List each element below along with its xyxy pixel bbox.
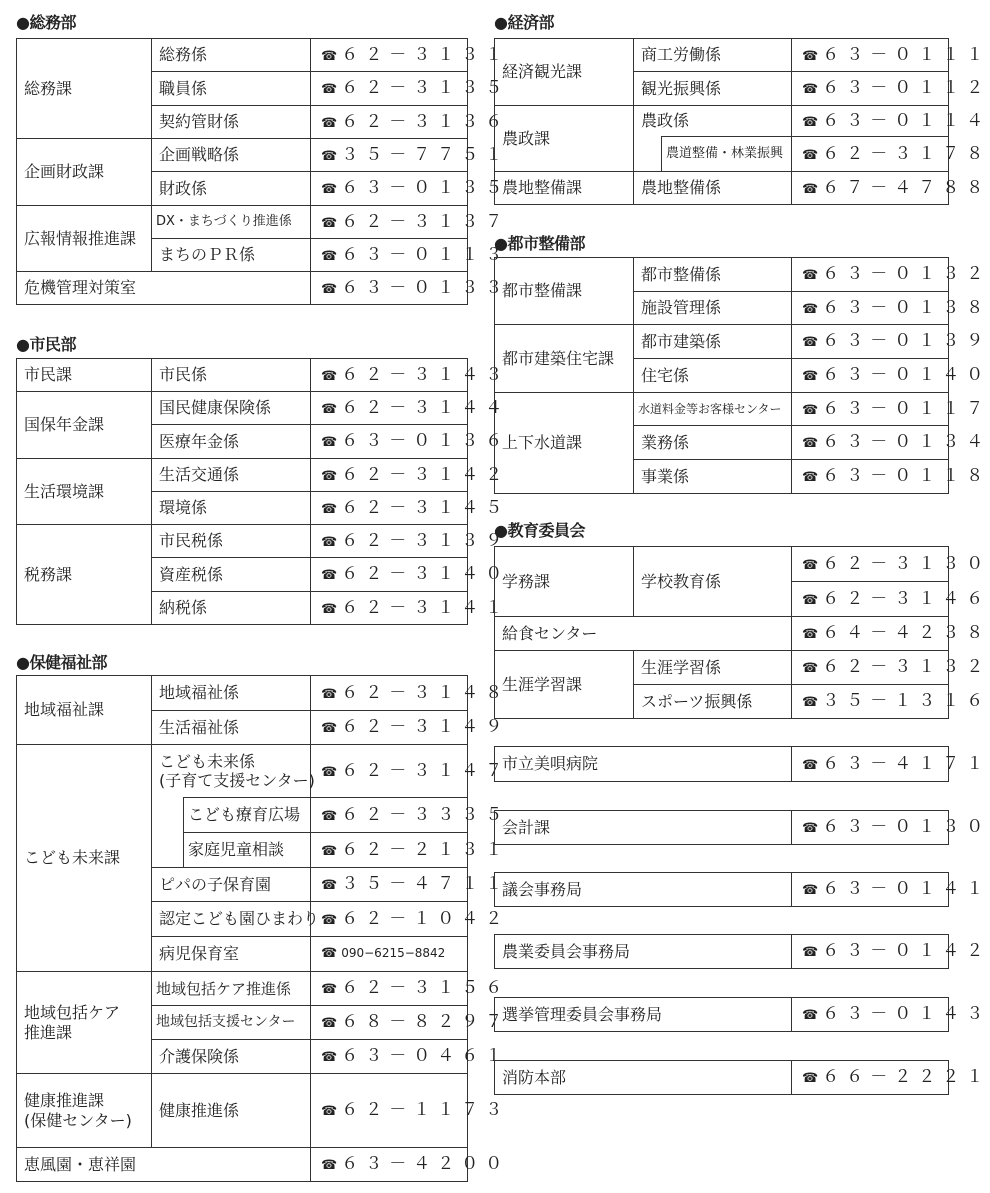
tel-cell (792, 393, 990, 426)
tel-number: ３５－４７１１ (341, 874, 510, 895)
tel-number: ６３－０１１７ (822, 398, 990, 419)
dept-cell (17, 1074, 152, 1148)
sub-cell: 総務係 (152, 39, 311, 72)
phone-icon: ☎ (321, 1050, 338, 1066)
tel-number: ６２－３１３１ (341, 44, 510, 65)
sub-cell (152, 745, 315, 798)
table-row (17, 745, 468, 798)
tel-cell (792, 617, 990, 651)
hoken-table (16, 675, 510, 1182)
phone-icon: ☎ (321, 468, 338, 484)
sub-cell: 職員係 (152, 72, 311, 106)
tel-cell (311, 106, 510, 139)
tel-number: ６６－２２２１ (822, 1067, 990, 1088)
sub-cell: 認定こども園ひまわり (152, 902, 311, 937)
phone-icon: ☎ (321, 48, 338, 64)
tel-number: ６３－０１３８ (822, 297, 990, 318)
tel-number: ６３－０１４０ (822, 365, 990, 386)
phone-icon: ☎ (802, 1008, 819, 1024)
sub-cell: 都市建築係 (634, 325, 792, 359)
tel-number: ６３－０１３４ (822, 432, 990, 453)
sub-cell: 医療年金係 (152, 425, 311, 459)
shimin-table (16, 358, 510, 625)
tel-cell (792, 39, 990, 72)
sub-cell: まちのＰＲ係 (152, 239, 311, 272)
phone-icon: ☎ (321, 878, 338, 894)
tel-cell (311, 139, 510, 172)
tel-cell (792, 72, 990, 106)
tel-cell (311, 868, 510, 902)
tel-cell (792, 582, 990, 617)
section-title-kyoiku: ●教育委員会 (494, 521, 585, 540)
dept-cell: 地域福祉課 (17, 676, 152, 745)
sub-cell: 観光振興係 (634, 72, 792, 106)
table-row (495, 172, 949, 205)
sub-cell: 都市整備係 (634, 258, 792, 292)
indent-cell (152, 833, 184, 868)
sub-cell: ピパの子保育園 (152, 868, 311, 902)
table-row (495, 811, 949, 845)
tel-cell (792, 325, 990, 359)
phone-icon: ☎ (321, 148, 338, 164)
sub-cell: 農地整備係 (634, 172, 792, 205)
table-row (495, 393, 949, 426)
dept-cell: 経済観光課 (495, 39, 634, 106)
name-cell: 議会事務局 (495, 873, 792, 907)
tel-number: ６２－３１３７ (341, 211, 510, 232)
tel-cell (311, 902, 510, 937)
table-row (17, 459, 468, 492)
tel-cell (311, 1074, 510, 1148)
sub-cell: 水道料金等お客様センター (634, 393, 792, 426)
sub-cell: 市民係 (152, 359, 311, 392)
phone-icon: ☎ (321, 601, 338, 617)
tel-cell (311, 239, 510, 272)
phone-icon: ☎ (321, 182, 338, 198)
soumu-table (16, 38, 510, 305)
table-row (17, 392, 468, 425)
tel-cell (311, 833, 510, 868)
sub-cell: 生涯学習係 (634, 651, 792, 685)
tel-cell (311, 39, 510, 72)
tel-number: ６２－３１４２ (341, 464, 510, 485)
table-row (17, 272, 468, 305)
dept-cell: 恵風園・恵祥園 (17, 1148, 311, 1182)
dept-label: 健康推進課 (24, 1091, 105, 1111)
tel-cell (311, 798, 510, 833)
dept-cell: 生涯学習課 (495, 651, 634, 719)
tel-number: ６２－３１４１ (341, 597, 510, 618)
sub-cell: 農道整備・林業振興 (662, 137, 792, 172)
phone-icon: ☎ (321, 764, 338, 780)
tel-cell (792, 172, 990, 205)
tel-number: ３５－１３１６ (822, 691, 990, 712)
sub-cell: 市民税係 (152, 525, 311, 558)
tel-number: ６２－３１４９ (341, 717, 510, 738)
tel-number: ６７－４７８８ (822, 177, 990, 198)
phone-icon: ☎ (802, 369, 819, 385)
phone-icon: ☎ (321, 568, 338, 584)
tel-number: ６３－０４６１ (341, 1046, 510, 1067)
tel-number: ６３－４１７１ (822, 753, 990, 774)
dept-cell: 企画財政課 (17, 139, 152, 206)
tel-number: ６２－３１４３ (341, 364, 510, 385)
tel-number: 090−6215−8842 (341, 946, 446, 961)
dept-label: 地域包括ケア (24, 1003, 121, 1023)
dept-cell: 広報情報推進課 (17, 206, 152, 272)
sub-cell: 資産税係 (152, 558, 311, 592)
sub-cell: 国民健康保険係 (152, 392, 311, 425)
tel-number: ６３－０１３３ (341, 277, 510, 298)
sub-cell: 業務係 (634, 426, 792, 460)
sub-cell: 農政係 (634, 106, 792, 137)
tel-number: ３５－７７５１ (341, 144, 510, 165)
tel-cell (311, 359, 510, 392)
tel-number: ６３－０１１８ (822, 466, 990, 487)
phone-icon: ☎ (802, 661, 819, 677)
dept-cell: 農政課 (495, 106, 634, 172)
phone-icon: ☎ (321, 912, 338, 928)
tel-cell (792, 747, 990, 782)
phone-icon: ☎ (802, 945, 819, 961)
table-row (17, 39, 468, 72)
tel-number: ６３－０１３５ (341, 178, 510, 199)
dept-cell: 市民課 (17, 359, 152, 392)
dept-cell: 国保年金課 (17, 392, 152, 459)
name-cell: 会計課 (495, 811, 792, 845)
table-row (495, 747, 949, 782)
phone-icon: ☎ (321, 686, 338, 702)
sub-cell: 生活福祉係 (152, 711, 311, 745)
table-row (495, 1061, 949, 1095)
section-title-soumu: ●総務部 (16, 13, 76, 32)
tel-number: ６４－４２３８ (822, 623, 990, 644)
dept-label-line2: (保健センター) (24, 1110, 132, 1130)
phone-icon: ☎ (802, 335, 819, 351)
phone-icon: ☎ (321, 401, 338, 417)
phone-icon: ☎ (802, 757, 819, 773)
tel-number: ６３－０１４２ (822, 941, 990, 962)
sub-cell: 施設管理係 (634, 292, 792, 325)
sub-cell: 家庭児童相談 (184, 833, 311, 868)
sub-label-note: (子育て支援センター) (159, 771, 315, 790)
tel-number: ６２－３１３２ (822, 657, 990, 678)
dept-label-line2: 推進課 (24, 1022, 73, 1042)
phone-icon: ☎ (321, 435, 338, 451)
phone-icon: ☎ (321, 808, 338, 824)
single-box-hospital (494, 746, 990, 782)
sub-label: こども未来係 (159, 751, 256, 771)
dept-cell: 給食センター (495, 617, 792, 651)
phone-icon: ☎ (321, 115, 338, 131)
single-box-senkyo (494, 997, 990, 1032)
tel-cell (792, 547, 990, 582)
tel-cell (311, 1040, 510, 1074)
name-cell: 消防本部 (495, 1061, 792, 1095)
phone-icon: ☎ (802, 821, 819, 837)
tel-number: ６３－０１１３ (341, 244, 510, 265)
table-row (495, 873, 949, 907)
phone-icon: ☎ (802, 402, 819, 418)
tel-number: ６２－３１３０ (822, 553, 990, 574)
name-cell: 選挙管理委員会事務局 (495, 998, 792, 1032)
tel-cell (311, 72, 510, 106)
table-row (17, 139, 468, 172)
phone-icon: ☎ (321, 843, 338, 859)
tel-cell (792, 1061, 990, 1095)
phone-icon: ☎ (321, 82, 338, 98)
table-row (495, 998, 949, 1032)
tel-number: ６２－２１３１ (341, 839, 510, 860)
sub-cell: 学校教育係 (634, 547, 792, 617)
dept-cell: 都市整備課 (495, 258, 634, 325)
sub-cell: 地域包括ケア推進係 (152, 972, 311, 1006)
tel-cell (311, 459, 510, 492)
tel-number: ６２－３１４０ (341, 564, 510, 585)
phone-icon: ☎ (802, 695, 819, 711)
tel-cell (792, 998, 990, 1032)
table-row (495, 258, 949, 292)
table-row (495, 547, 949, 582)
sub-cell: 商工労働係 (634, 39, 792, 72)
phone-icon: ☎ (802, 470, 819, 486)
sub-cell: 住宅係 (634, 359, 792, 393)
tel-cell (792, 292, 990, 325)
tel-cell (792, 651, 990, 685)
tel-cell (792, 426, 990, 460)
indent-cell (634, 137, 662, 172)
sub-cell: こども療育広場 (184, 798, 311, 833)
table-row (17, 676, 468, 711)
table-row (495, 39, 949, 72)
phone-icon: ☎ (802, 301, 819, 317)
tel-number: ６８－８２９７ (341, 1012, 510, 1033)
tel-cell (311, 1148, 510, 1182)
section-title-hoken: ●保健福祉部 (16, 653, 107, 672)
phone-icon: ☎ (321, 982, 338, 998)
sub-cell: スポーツ振興係 (634, 685, 792, 719)
tel-number: ６３－０１１４ (822, 110, 990, 131)
tel-number: ６３－０１３２ (822, 264, 990, 285)
tel-cell (311, 972, 510, 1006)
sub-cell: 生活交通係 (152, 459, 311, 492)
sub-cell: 企画戦略係 (152, 139, 311, 172)
dept-cell: 農地整備課 (495, 172, 634, 205)
tel-cell (792, 359, 990, 393)
indent-cell (152, 798, 184, 833)
tel-cell (311, 592, 510, 625)
name-cell: 農業委員会事務局 (495, 935, 792, 969)
tel-cell (792, 460, 990, 494)
dept-cell: 生活環境課 (17, 459, 152, 525)
phone-icon: ☎ (321, 1104, 338, 1120)
tel-cell (311, 492, 510, 525)
dept-cell: 学務課 (495, 547, 634, 617)
phone-icon: ☎ (802, 268, 819, 284)
single-box-shobo (494, 1060, 990, 1095)
sub-cell: 地域福祉係 (152, 676, 311, 711)
single-box-kaikei (494, 810, 990, 845)
kyoiku-table (494, 546, 990, 719)
phone-icon: ☎ (802, 147, 819, 163)
table-row (17, 525, 468, 558)
tel-cell (311, 392, 510, 425)
dept-cell (17, 972, 152, 1074)
dept-cell: 危機管理対策室 (17, 272, 311, 305)
sub-cell: 病児保育室 (152, 937, 311, 972)
phone-icon: ☎ (321, 501, 338, 517)
section-title-shimin: ●市民部 (16, 335, 76, 354)
single-box-nogyo (494, 934, 990, 969)
tel-number: ６２－３１４４ (341, 397, 510, 418)
phone-icon: ☎ (802, 82, 819, 98)
sub-cell: 環境係 (152, 492, 311, 525)
tel-cell (792, 137, 990, 172)
sub-cell: DX・まちづくり推進係 (152, 206, 311, 239)
sub-cell: 地域包括支援センター (152, 1006, 311, 1040)
phone-icon: ☎ (802, 436, 819, 452)
phone-icon: ☎ (802, 181, 819, 197)
sub-cell: 財政係 (152, 172, 311, 206)
single-box-gikai (494, 872, 990, 907)
tel-number: ６２－３１３５ (341, 78, 510, 99)
tel-number: ６２－３１７８ (822, 143, 990, 164)
table-row (17, 206, 468, 239)
sub-cell: 事業係 (634, 460, 792, 494)
sub-cell: 契約管財係 (152, 106, 311, 139)
phone-icon: ☎ (802, 1071, 819, 1087)
tel-cell (792, 935, 990, 969)
dept-cell: こども未来課 (17, 745, 152, 972)
section-title-keizai: ●経済部 (494, 13, 554, 32)
sub-cell: 健康推進係 (152, 1074, 311, 1148)
tel-cell (792, 873, 990, 907)
table-row (17, 972, 468, 1006)
tel-cell (311, 206, 510, 239)
tel-number: ６２－３３３５ (341, 804, 510, 825)
phone-icon: ☎ (321, 534, 338, 550)
keizai-table (494, 38, 990, 205)
phone-icon: ☎ (802, 114, 819, 130)
tel-number: ６２－１０４２ (341, 908, 510, 929)
phone-icon: ☎ (321, 281, 338, 297)
tel-cell (311, 525, 510, 558)
tel-number: ６３－４２００ (341, 1154, 510, 1175)
tel-cell (792, 106, 990, 137)
tel-number: ６２－３１４７ (341, 760, 510, 781)
tel-number: ６２－３１５６ (341, 978, 510, 999)
table-row (17, 1074, 468, 1148)
phone-icon: ☎ (802, 48, 819, 64)
tel-number: ６２－３１４８ (341, 682, 510, 703)
tel-cell (311, 425, 510, 459)
table-row (17, 1148, 468, 1182)
tel-cell (311, 1006, 510, 1040)
section-title-toshi: ●都市整備部 (494, 234, 585, 253)
phone-icon: ☎ (321, 215, 338, 231)
tel-cell (311, 558, 510, 592)
phone-icon: ☎ (321, 721, 338, 737)
tel-number: ６３－０１３９ (822, 331, 990, 352)
tel-cell (311, 937, 468, 972)
toshi-table (494, 257, 990, 494)
phone-icon: ☎ (802, 557, 819, 573)
phone-icon: ☎ (802, 627, 819, 643)
tel-number: ６３－０１１１ (822, 44, 990, 65)
tel-number: ６２－３１４５ (341, 497, 510, 518)
table-row (495, 651, 949, 685)
tel-cell (792, 258, 990, 292)
table-row (495, 325, 949, 359)
tel-number: ６３－０１３０ (822, 817, 990, 838)
table-row (495, 106, 949, 137)
phone-icon: ☎ (802, 592, 819, 608)
tel-number: ６３－０１３６ (341, 431, 510, 452)
tel-number: ６３－０１４３ (822, 1004, 990, 1025)
name-cell: 市立美唄病院 (495, 747, 792, 782)
sub-cell: 介護保険係 (152, 1040, 311, 1074)
dept-cell: 都市建築住宅課 (495, 325, 634, 393)
sub-cell: 納税係 (152, 592, 311, 625)
tel-cell (311, 172, 510, 206)
tel-cell (311, 711, 510, 745)
tel-number: ６２－３１３９ (341, 530, 510, 551)
tel-cell (311, 272, 510, 305)
tel-number: ６２－３１４６ (822, 588, 990, 609)
dept-cell: 上下水道課 (495, 393, 634, 494)
phone-icon: ☎ (321, 1016, 338, 1032)
tel-cell (311, 745, 510, 798)
tel-number: ６３－０１４１ (822, 879, 990, 900)
table-row (495, 935, 949, 969)
phone-icon: ☎ (321, 248, 338, 264)
dept-cell: 税務課 (17, 525, 152, 625)
tel-number: ６２－３１３６ (341, 111, 510, 132)
tel-cell (792, 811, 990, 845)
phone-icon: ☎ (321, 368, 338, 384)
tel-number: ６３－０１１２ (822, 78, 990, 99)
phone-icon: ☎ (321, 1158, 338, 1174)
table-row (17, 359, 468, 392)
dept-cell: 総務課 (17, 39, 152, 139)
tel-cell (792, 685, 990, 719)
table-row (495, 617, 949, 651)
phone-icon: ☎ (321, 946, 338, 962)
phone-icon: ☎ (802, 883, 819, 899)
tel-number: ６２－１１７３ (341, 1100, 510, 1121)
tel-cell (311, 676, 510, 711)
